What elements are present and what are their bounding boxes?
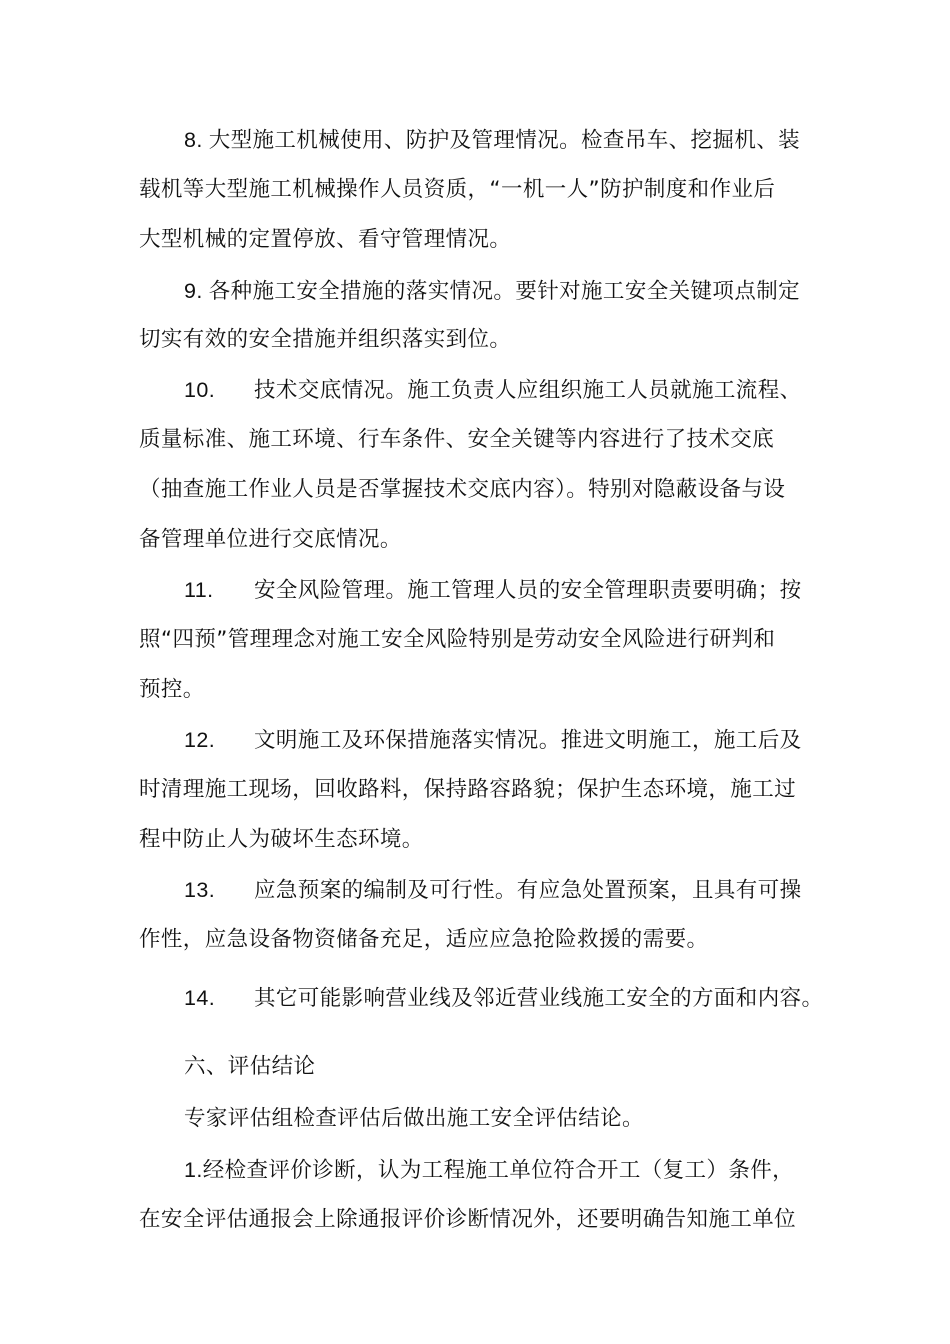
item-8-line-3: 大型机械的定置停放、看守管理情况。	[139, 227, 512, 252]
section-heading: 六、评估结论	[184, 1054, 316, 1079]
item-14-number: 14.	[184, 986, 216, 1010]
conclusion-point-1-number: 1.	[184, 1158, 203, 1182]
item-9-text-1: 各种施工安全措施的落实情况。要针对施工安全关键项点制定	[208, 279, 801, 304]
item-9-number: 9.	[184, 279, 203, 303]
section-intro: 专家评估组检查评估后做出施工安全评估结论。	[184, 1106, 644, 1131]
item-10-line-2: 质量标准、施工环境、行车条件、安全关键等内容进行了技术交底	[139, 427, 775, 452]
item-9-line-2: 切实有效的安全措施并组织落实到位。	[139, 327, 512, 352]
item-14-text-1: 其它可能影响营业线及邻近营业线施工安全的方面和内容。	[254, 986, 824, 1011]
item-8-line-2: 载机等大型施工机械操作人员资质，“一机一人”防护制度和作业后	[139, 177, 776, 202]
item-13-text-1: 应急预案的编制及可行性。有应急处置预案，且具有可操	[254, 878, 802, 903]
item-11-number: 11.	[184, 578, 214, 602]
item-10-line-1	[184, 375, 802, 406]
item-12-number: 12.	[184, 728, 216, 752]
item-10-text-1: 技术交底情况。施工负责人应组织施工人员就施工流程、	[254, 378, 802, 403]
conclusion-point-1-line-1	[184, 1155, 794, 1186]
item-12-line-3: 程中防止人为破坏生态环境。	[139, 827, 424, 852]
item-13-number: 13.	[184, 878, 216, 902]
item-10-number: 10.	[184, 378, 216, 402]
item-12-line-2: 时清理施工现场，回收路料，保持路容路貌；保护生态环境，施工过	[139, 777, 797, 802]
conclusion-point-1-line-2: 在安全评估通报会上除通报评价诊断情况外，还要明确告知施工单位	[139, 1207, 797, 1232]
item-12-text-1: 文明施工及环保措施落实情况。推进文明施工，施工后及	[254, 728, 802, 753]
item-11-line-2: 照“四预”管理理念对施工安全风险特别是劳动安全风险进行研判和	[139, 627, 776, 652]
item-8-text-1: 大型施工机械使用、防护及管理情况。检查吊车、挖掘机、装	[208, 128, 801, 153]
item-11-text-1: 安全风险管理。施工管理人员的安全管理职责要明确；按	[254, 578, 802, 603]
item-11-line-1	[184, 575, 802, 606]
item-14-line-1	[184, 983, 823, 1014]
item-8-line-1	[184, 125, 800, 156]
item-11-line-3: 预控。	[139, 677, 205, 702]
item-8-number: 8.	[184, 128, 203, 152]
item-12-line-1	[184, 725, 802, 756]
item-13-line-2: 作性，应急设备物资储备充足，适应应急抢险救援的需要。	[139, 927, 709, 952]
item-10-line-3: （抽查施工作业人员是否掌握技术交底内容）。特别对隐蔽设备与设	[139, 477, 786, 502]
item-9-line-1	[184, 276, 800, 307]
item-10-line-4: 备管理单位进行交底情况。	[139, 527, 402, 552]
conclusion-point-1-text-1: 经检查评价诊断，认为工程施工单位符合开工（复工）条件，	[202, 1158, 795, 1183]
item-13-line-1	[184, 875, 802, 906]
